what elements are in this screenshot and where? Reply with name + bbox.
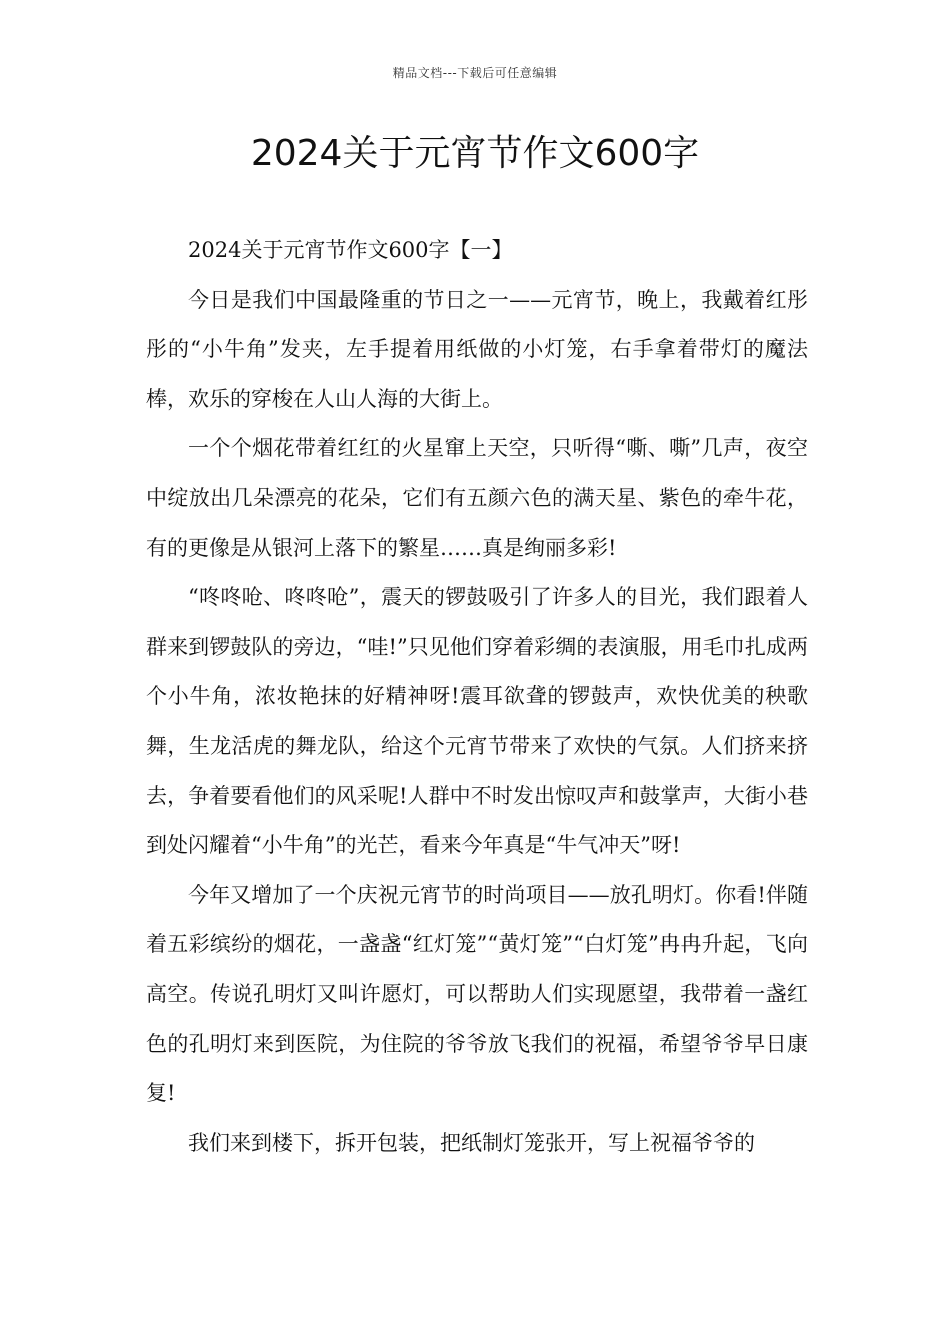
section-subtitle: 2024关于元宵节作文600字【一】 <box>188 238 513 262</box>
header-note: 精品文档---下载后可任意编辑 <box>392 66 558 80</box>
document-title: 2024关于元宵节作文600字 <box>250 133 700 174</box>
paragraph-3: “咚咚呛、咚咚呛”，震天的锣鼓吸引了许多人的目光，我们跟着人群来到锣鼓队的旁边，“哇!”只见他们穿着彩绸的表演服，用毛巾扎成两个小牛角，浓妆艳抹的好精神呀!震耳欲聋的锣鼓声，欢快优美的秧歌舞，生龙活虎的舞龙队，给这个元宵节带来了欢快的气氛。人们挤来挤去，争着要看他们的风采呢!人群中不时发出惊叹声和鼓掌声，大街小巷到处闪耀着“小牛角”的光芒，看来今年真是“牛气冲天”呀! <box>146 585 808 858</box>
paragraph-5: 我们来到楼下，拆开包装，把纸制灯笼张开，写上祝福爷爷的 <box>188 1130 755 1155</box>
paragraph-1: 今日是我们中国最隆重的节日之一——元宵节，晚上，我戴着红彤彤的“小牛角”发夹，左手提着用纸做的小灯笼，右手拿着带灯的魔法棒，欢乐的穿梭在人山人海的大街上。 <box>146 287 808 411</box>
paragraph-2: 一个个烟花带着红红的火星窜上天空，只听得“嘶、嘶”几声，夜空中绽放出几朵漂亮的花朵，它们有五颜六色的满天星、紫色的牵牛花，有的更像是从银河上落下的繁星……真是绚丽多彩! <box>146 436 808 560</box>
document-body <box>146 226 808 1168</box>
paragraph-4: 今年又增加了一个庆祝元宵节的时尚项目——放孔明灯。你看!伴随着五彩缤纷的烟花，一盏盏“红灯笼”“黄灯笼”“白灯笼”冉冉升起，飞向高空。传说孔明灯又叫许愿灯，可以帮助人们实现愿望，我带着一盏红色的孔明灯来到医院，为住院的爷爷放飞我们的祝福，希望爷爷早日康复! <box>146 882 808 1106</box>
